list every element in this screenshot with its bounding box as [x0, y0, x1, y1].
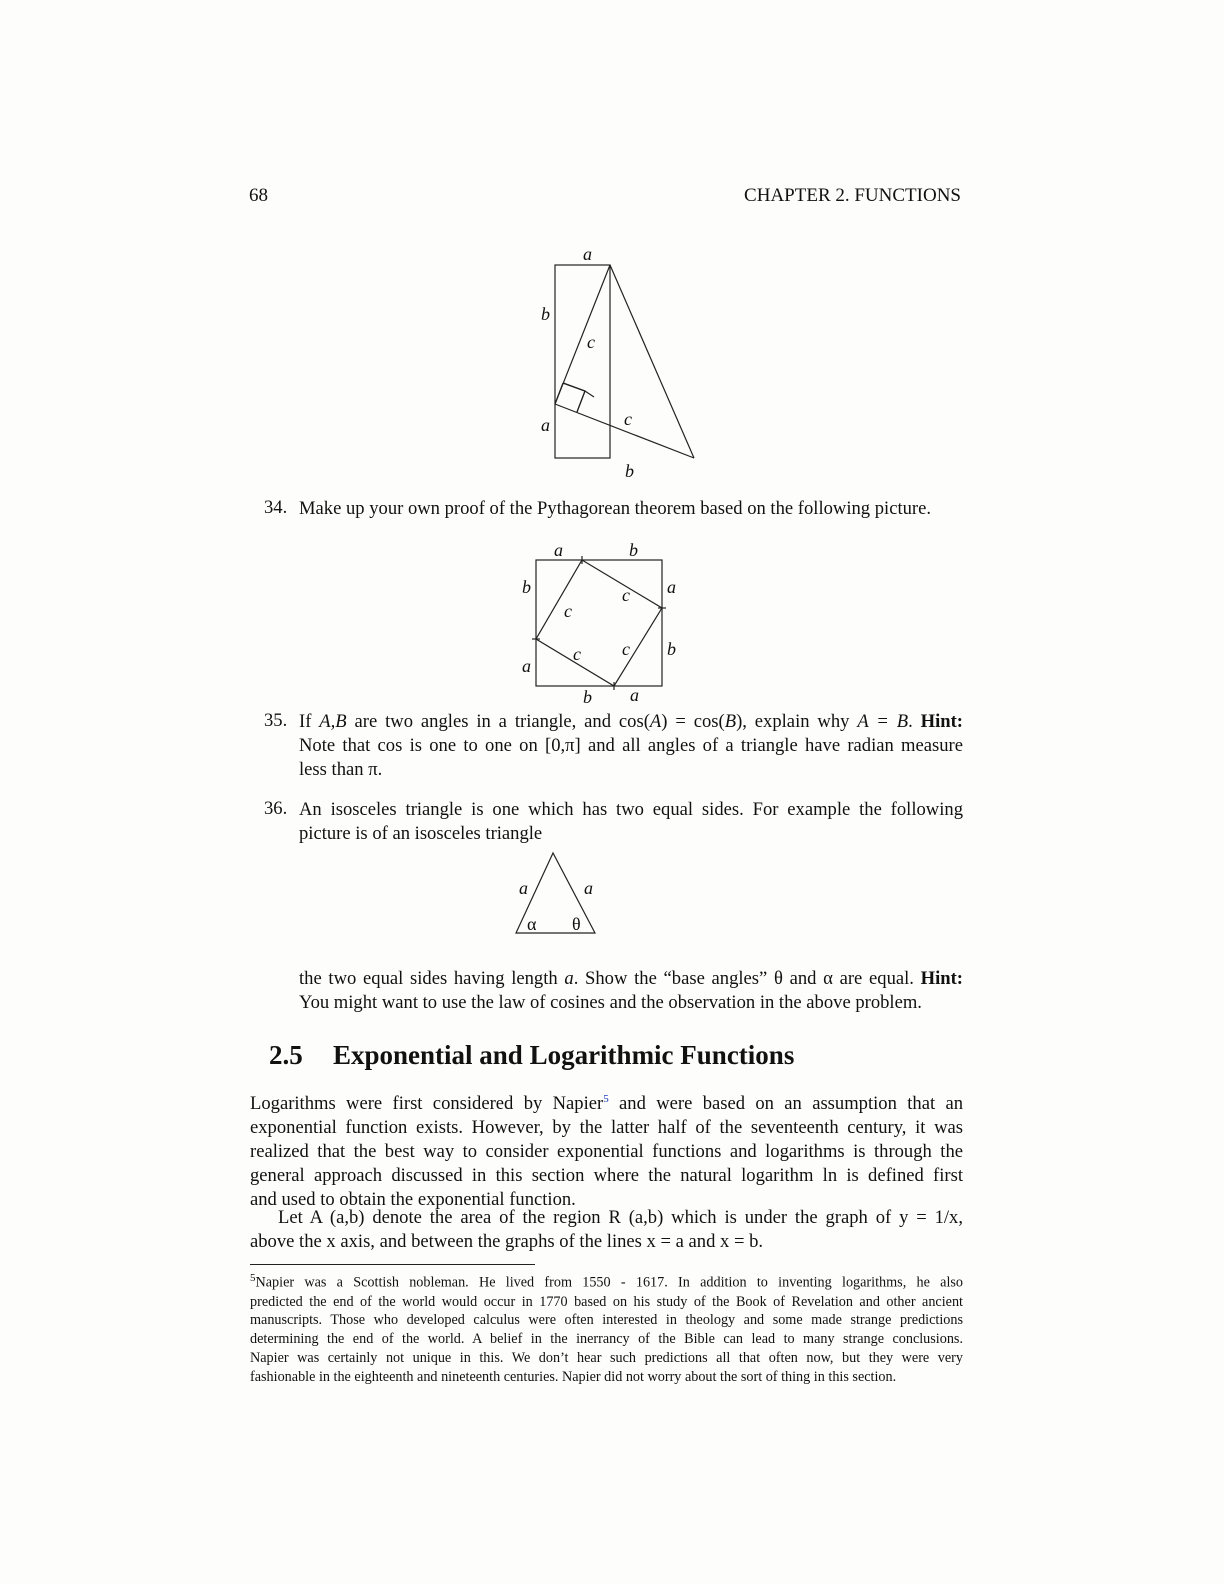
label-b: b [583, 687, 592, 707]
label-a: a [519, 878, 528, 898]
problem-number: 36. [264, 798, 288, 819]
label-c: c [624, 409, 632, 429]
problem-36-continuation: the two equal sides having length a. Show the “base angles” θ and α are equal. Hint: You might want to use the law of cosines and the observation in the above problem. [299, 968, 963, 1013]
figure-isosceles-triangle [505, 848, 605, 938]
label-b: b [625, 461, 634, 481]
label-b: b [667, 639, 676, 659]
footnote: $^5$Napier was a Scottish nobleman. He lived from 1550 - 1617. In addition to inventing logarithms, he also predicted the end of the world would occur in 1770 based on his study of the Book of Revelation and other ancient manuscripts. Those who developed calculus were often interested in theology and some made strange predictions determining the end of the world. A belief in the inerrancy of the Bible can lead to many strange conclusions. Napier was certainly not unique in this. We don’t hear such predictions all that often now, but they were very fashionable in the eighteenth and nineteenth centuries. Napier did not worry about the sort of thing in this section. [250, 1272, 963, 1385]
body-paragraph-1: Logarithms were first considered by Napier$^5$ and were based on an assumption that an exponential function exists. However, by the latter half of the seventeenth century, it was realized that the best way to consider exponential functions and logarithms is through the general approach discussed in this section where the natural logarithm ln is defined first and used to obtain the exponential function. [250, 1093, 964, 1211]
label-theta: θ [572, 914, 581, 934]
label-c: c [622, 585, 630, 605]
label-a: a [583, 244, 592, 264]
running-header: CHAPTER 2. FUNCTIONS [744, 185, 961, 206]
footnote-rule [250, 1264, 535, 1265]
label-c: c [564, 601, 572, 621]
label-c: c [573, 644, 581, 664]
label-a: a [667, 577, 676, 597]
problem-number: 35. [264, 710, 288, 731]
label-c: c [587, 332, 595, 352]
figure-square-proof [515, 538, 690, 708]
label-a: a [584, 878, 593, 898]
label-a: a [554, 540, 563, 560]
label-b: b [629, 540, 638, 560]
label-b: b [541, 304, 550, 324]
figure-pythagorean-triangle [530, 240, 710, 485]
footnote-ref[interactable]: 5 [603, 1093, 609, 1105]
problem-35-text: If A,B are two angles in a triangle, and cos(A) = cos(B), explain why A = B. Hint: Note that cos is one to one on [0,π] and all angles of a triangle have radian measure less than π. [299, 711, 963, 780]
problem-34-text: Make up your own proof of the Pythagorean theorem based on the following picture. [299, 498, 932, 519]
page-number: 68 [249, 185, 268, 206]
problem-number: 34. [264, 497, 288, 518]
label-a: a [630, 685, 639, 705]
section-number: 2.5 [269, 1040, 303, 1070]
body-paragraph-2: Let A (a,b) denote the area of the region R (a,b) which is under the graph of y = 1/x, above the x axis, and between the graphs of the lines x = a and x = b. [250, 1207, 963, 1252]
label-a: a [541, 415, 550, 435]
footnote-mark: 5 [250, 1272, 256, 1284]
label-a: a [522, 656, 531, 676]
label-alpha: α [527, 914, 537, 934]
problem-36-text: An isosceles triangle is one which has two equal sides. For example the following picture is of an isosceles triangle [299, 799, 963, 844]
section-title: Exponential and Logarithmic Functions [333, 1040, 795, 1070]
label-c: c [622, 639, 630, 659]
label-b: b [522, 577, 531, 597]
